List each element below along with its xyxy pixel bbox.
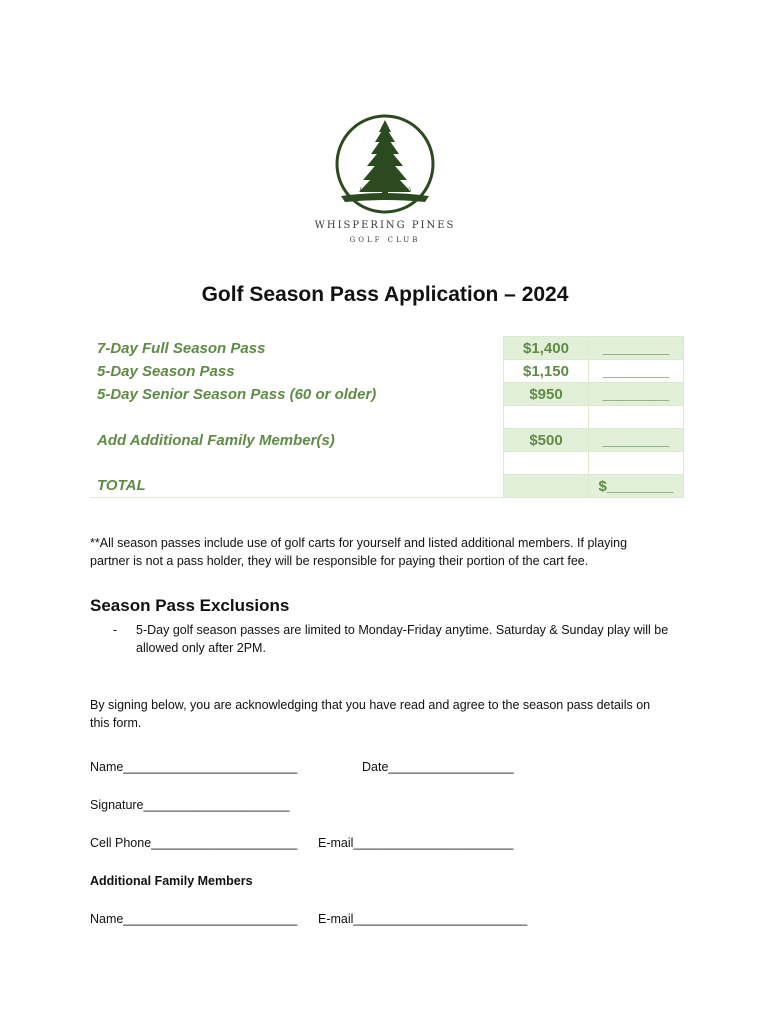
pine-tree-icon [341, 120, 429, 202]
logo-year-text: 1995 [398, 187, 412, 193]
pass-label: 5-Day Senior Season Pass (60 or older) [90, 383, 504, 406]
bullet-dash: - [113, 623, 118, 637]
pass-label: Add Additional Family Member(s) [90, 429, 504, 452]
agreement-text: By signing below, you are acknowledging that you have read and agree to the season pass details on this form. [90, 698, 651, 730]
family-email-field[interactable]: E-mail_________________________ [318, 912, 528, 926]
amount-blank[interactable]: ________ [589, 383, 684, 406]
pricing-table [90, 336, 684, 498]
logo-est-text: EST. [359, 187, 371, 193]
email-field[interactable]: E-mail_______________________ [318, 836, 514, 850]
exclusions-title: Season Pass Exclusions [90, 596, 290, 615]
amount-blank[interactable]: ________ [589, 360, 684, 383]
page-title: Golf Season Pass Application – 2024 [201, 283, 569, 306]
pass-label: 7-Day Full Season Pass [90, 337, 504, 360]
table-row [90, 360, 684, 383]
pass-price: $500 [504, 429, 589, 452]
table-row [90, 406, 684, 429]
logo-name-line2: GOLF CLUB [349, 236, 421, 244]
amount-blank [589, 452, 684, 475]
pass-label [90, 452, 504, 475]
cart-note: **All season passes include use of golf carts for yourself and listed additional members. If playing partner is not a pass holder, they will be responsible for paying their portion of the cart fee. [90, 536, 628, 568]
family-members-title: Additional Family Members [90, 874, 253, 888]
pass-price [504, 406, 589, 429]
signature-field[interactable]: Signature_____________________ [90, 798, 290, 812]
exclusion-item: 5-Day golf season passes are limited to Monday-Friday anytime. Saturday & Sunday play will be allowed only after 2PM. [136, 623, 669, 655]
amount-blank[interactable]: ________ [589, 429, 684, 452]
pass-label: 5-Day Season Pass [90, 360, 504, 383]
table-row [90, 337, 684, 360]
pass-price: $950 [504, 383, 589, 406]
date-field[interactable]: Date__________________ [362, 760, 514, 774]
total-price [504, 475, 589, 498]
family-name-field[interactable]: Name_________________________ [90, 912, 298, 926]
pass-price: $1,150 [504, 360, 589, 383]
club-logo [303, 98, 467, 264]
logo-name-line1: WHISPERING PINES [314, 220, 456, 231]
pass-label [90, 406, 504, 429]
table-row [90, 475, 684, 498]
cell-phone-field[interactable]: Cell Phone_____________________ [90, 836, 298, 850]
total-label: TOTAL [90, 475, 504, 498]
pass-price [504, 452, 589, 475]
amount-blank [589, 406, 684, 429]
name-field[interactable]: Name_________________________ [90, 760, 298, 774]
table-row [90, 429, 684, 452]
table-row [90, 383, 684, 406]
total-blank[interactable]: $________ [589, 475, 684, 498]
table-row [90, 452, 684, 475]
amount-blank[interactable]: ________ [589, 337, 684, 360]
pass-price: $1,400 [504, 337, 589, 360]
